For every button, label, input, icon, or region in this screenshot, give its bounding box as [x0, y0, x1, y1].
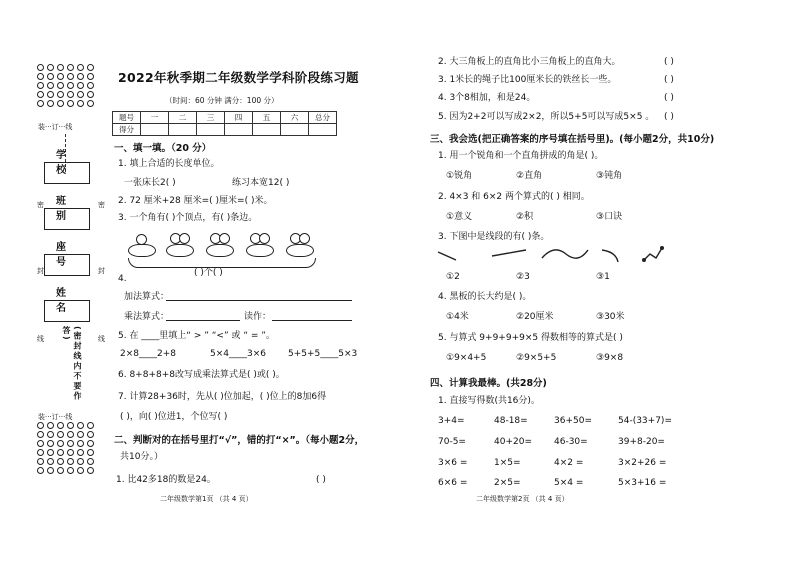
binding-hole [67, 73, 74, 80]
score-header-row [113, 112, 337, 124]
side-mark-4: 密 [98, 201, 105, 209]
binding-hole [47, 73, 54, 80]
section-2-heading: 二、判断对的在括号里打“√”，错的打“×”。（每小题2分， [114, 435, 365, 446]
judge-5-paren[interactable]: ( ) [664, 112, 674, 122]
question-5: 5. 在 ____里填上“ > ” “<” 或 “ = ”。 [118, 331, 275, 341]
side-mark-2: 封 [37, 267, 44, 275]
binding-hole [87, 458, 94, 465]
seat-field[interactable] [44, 254, 90, 276]
judge-1-paren[interactable]: ( ) [316, 475, 326, 485]
calc-item: 40+20= [494, 437, 532, 447]
score-input[interactable] [309, 124, 337, 136]
binding-hole [67, 422, 74, 429]
score-input[interactable] [253, 124, 281, 136]
binding-hole [87, 422, 94, 429]
binding-hole [67, 91, 74, 98]
binding-hole [67, 64, 74, 71]
binding-hole [57, 82, 64, 89]
question-1a: 一张床长2( ) [124, 178, 176, 188]
question-1b: 练习本宽12( ) [232, 178, 290, 188]
binding-hole [77, 100, 84, 107]
binding-hole [57, 422, 64, 429]
binding-hole [57, 431, 64, 438]
binding-hole [47, 458, 54, 465]
score-cell: 得分 [113, 124, 141, 136]
calc-item: 46-30= [554, 437, 588, 447]
class-field[interactable] [44, 208, 90, 230]
binding-hole [87, 64, 94, 71]
judge-5: 5. 因为2+2可以写成2×2，所以5+5可以写成5×5 。 [438, 112, 655, 122]
calc-item: 2×5= [494, 478, 521, 488]
binding-hole [47, 440, 54, 447]
binding-hole [37, 467, 44, 474]
judge-4: 4. 3个8相加，和是24。 [438, 93, 536, 103]
multiplication-answer-line[interactable] [166, 320, 240, 321]
binding-hole [57, 467, 64, 474]
binding-hole [87, 82, 94, 89]
binding-hole [57, 100, 64, 107]
question-3: 3. 一个角有( )个顶点，有( )条边。 [118, 213, 258, 223]
binding-hole [77, 449, 84, 456]
binding-hole [37, 64, 44, 71]
binding-hole [57, 449, 64, 456]
calc-item: 1×5= [494, 458, 521, 468]
choice-3-opt-3[interactable]: ③1 [596, 272, 610, 282]
score-value-row [113, 124, 337, 136]
multiplication-label: 乘法算式： [124, 312, 170, 322]
score-cell: 五 [253, 112, 281, 124]
binding-hole [77, 431, 84, 438]
hole-pattern-bottom [34, 422, 98, 474]
score-cell: 三 [197, 112, 225, 124]
choice-1-opt-1[interactable]: ①锐角 [446, 171, 473, 181]
calc-item: 36+50= [554, 416, 592, 426]
choice-2: 2. 4×3 和 6×2 两个算式的( ) 相同。 [438, 192, 590, 202]
binding-hole [47, 100, 54, 107]
section-4-heading: 四、计算我最棒。(共28分) [430, 378, 547, 389]
binding-hole [67, 100, 74, 107]
score-cell: 题号 [113, 112, 141, 124]
direct-calc-heading: 1. 直接写得数(共16分)。 [438, 396, 540, 406]
binding-hole [77, 440, 84, 447]
binding-hole [47, 431, 54, 438]
score-input[interactable] [225, 124, 253, 136]
side-mark-3: 线 [37, 335, 44, 343]
addition-label: 加法算式： [124, 292, 170, 302]
right-footer: 二年级数学第2页 （共 4 页） [476, 495, 569, 503]
question-4-number: 4. [118, 274, 127, 284]
calc-item: 5×4 = [554, 478, 584, 488]
score-cell: 一 [141, 112, 169, 124]
binding-hole [37, 73, 44, 80]
question-7-line-2: ( )，向( )位进1，个位写( ) [120, 412, 228, 422]
choice-4-opt-1[interactable]: ①4米 [446, 312, 469, 322]
judge-3: 3. 1米长的绳子比100厘米长的铁丝长一些。 [438, 75, 617, 85]
choice-5-opt-3[interactable]: ③9×8 [596, 353, 624, 363]
school-field[interactable] [44, 162, 90, 184]
binding-hole [57, 458, 64, 465]
binding-hole [47, 422, 54, 429]
section-3-heading: 三、我会选(把正确答案的序号填在括号里)。(每小题2分，共10分) [430, 134, 715, 145]
binding-hole [77, 73, 84, 80]
binding-hole [47, 467, 54, 474]
page-title: 2022年秋季期二年级数学学科阶段练习题 [118, 70, 359, 85]
binding-hole [67, 440, 74, 447]
score-cell: 总分 [309, 112, 337, 124]
choice-1: 1. 用一个锐角和一个直角拼成的角是( )。 [438, 151, 604, 161]
calc-item: 39+8-20= [618, 437, 665, 447]
calc-item: 5×3+16 = [618, 478, 667, 488]
seat-label: 座 号 [56, 242, 76, 268]
apple-caption: ( )个( ) [194, 268, 223, 278]
name-field[interactable] [44, 300, 90, 322]
calc-item: 70-5= [438, 437, 466, 447]
read-as-answer-line[interactable] [272, 320, 352, 321]
calc-item: 48-18= [494, 416, 528, 426]
binding-hole [77, 91, 84, 98]
binding-hole [67, 82, 74, 89]
binding-hole [57, 440, 64, 447]
binding-hole [37, 431, 44, 438]
binding-hole [77, 64, 84, 71]
binding-hole [87, 467, 94, 474]
calc-item: 54-(33+7)= [618, 416, 672, 426]
choice-4-opt-3[interactable]: ③30米 [596, 312, 625, 322]
binding-hole [47, 64, 54, 71]
school-label: 学 校 [56, 150, 76, 176]
binding-hole [37, 440, 44, 447]
choice-2-opt-1[interactable]: ①意义 [446, 212, 473, 222]
binding-hole [37, 458, 44, 465]
hole-pattern-top [34, 64, 98, 107]
judge-2-paren[interactable]: ( ) [664, 57, 674, 67]
choice-1-opt-3[interactable]: ③钝角 [596, 171, 623, 181]
binding-hole [47, 82, 54, 89]
binding-hole [37, 449, 44, 456]
judge-4-paren[interactable]: ( ) [664, 93, 674, 103]
binding-hole [67, 431, 74, 438]
apple-plates-illustration [118, 228, 348, 282]
compare-item-2: 5×4____3×6 [210, 349, 266, 359]
binding-hole [47, 91, 54, 98]
left-footer: 二年级数学第1页 （共 4 页） [160, 495, 253, 503]
addition-answer-line[interactable] [166, 300, 352, 301]
calc-item: 4×2 = [554, 458, 584, 468]
judge-2: 2. 大三角板上的直角比小三角板上的直角大。 [438, 57, 621, 67]
binding-hole [57, 64, 64, 71]
score-table [112, 111, 337, 136]
choice-3: 3. 下图中是线段的有( )条。 [438, 232, 550, 242]
side-mark-6: 线 [98, 335, 105, 343]
section-1-heading: 一、填一填。（20 分） [114, 143, 212, 154]
choice-5-opt-1[interactable]: ①9×4+5 [446, 353, 487, 363]
compare-item-1: 2×8____2+8 [120, 349, 176, 359]
question-2: 2. 72 厘米+28 厘米=( )厘米=( )米。 [118, 196, 273, 206]
side-mark-5: 封 [98, 267, 105, 275]
binding-hole [77, 458, 84, 465]
score-cell: 四 [225, 112, 253, 124]
side-mark-1: 密 [37, 201, 44, 209]
binding-hole [87, 91, 94, 98]
binding-hole [87, 431, 94, 438]
binding-hole [67, 449, 74, 456]
question-7-line-1: 7. 计算28+36时，先从( )位加起，( )位上的8加6得 [118, 392, 327, 402]
choice-1-opt-2[interactable]: ②直角 [516, 171, 543, 181]
binding-warning: (密封线内不要作答) [62, 326, 82, 402]
binding-hole [47, 449, 54, 456]
judge-1: 1. 比42多18的数是24。 [116, 475, 216, 485]
score-cell: 六 [281, 112, 309, 124]
binding-hole [37, 82, 44, 89]
judge-3-paren[interactable]: ( ) [664, 75, 674, 85]
binding-hole [87, 440, 94, 447]
choice-5-opt-2[interactable]: ②9×5+5 [516, 353, 557, 363]
choice-4: 4. 黑板的长大约是( )。 [438, 292, 532, 302]
binding-hole [57, 73, 64, 80]
calc-item: 3+4= [438, 416, 465, 426]
name-label: 姓 名 [56, 288, 76, 314]
score-input[interactable] [169, 124, 197, 136]
choice-2-opt-2[interactable]: ②积 [516, 212, 534, 222]
binding-hole [37, 100, 44, 107]
calc-item: 3×2+26 = [618, 458, 667, 468]
question-6: 6. 8+8+8+8改写成乘法算式是( )或( )。 [118, 370, 285, 380]
binding-hole [77, 467, 84, 474]
binding-hole [67, 458, 74, 465]
choice-2-opt-3[interactable]: ③口诀 [596, 212, 623, 222]
read-as-label: 读作： [244, 312, 272, 322]
calc-item: 3×6 = [438, 458, 468, 468]
section-2-heading-cont: 共10分。） [120, 452, 163, 462]
binding-hole [37, 422, 44, 429]
binding-line-upper: 装···订···线 [38, 123, 73, 131]
binding-hole [87, 73, 94, 80]
score-input[interactable] [197, 124, 225, 136]
class-label: 班 别 [56, 196, 76, 222]
question-1: 1. 填上合适的长度单位。 [118, 159, 220, 169]
choice-3-opt-2[interactable]: ②3 [516, 272, 530, 282]
binding-hole [87, 100, 94, 107]
binding-hole [67, 467, 74, 474]
binding-hole [37, 91, 44, 98]
binding-hole [77, 82, 84, 89]
calc-item: 6×6 = [438, 478, 468, 488]
compare-item-3: 5+5+5____5×3 [288, 349, 358, 359]
time-score: （时间：60 分钟 满分：100 分） [165, 96, 279, 105]
choice-5: 5. 与算式 9+9+9+9×5 得数相等的算式是( ) [438, 333, 623, 343]
choice-3-opt-1[interactable]: ①2 [446, 272, 460, 282]
score-cell: 二 [169, 112, 197, 124]
binding-hole [77, 422, 84, 429]
score-input[interactable] [141, 124, 169, 136]
score-input[interactable] [281, 124, 309, 136]
binding-hole [87, 449, 94, 456]
line-figures [430, 242, 670, 268]
choice-4-opt-2[interactable]: ②20厘米 [516, 312, 554, 322]
binding-hole [57, 91, 64, 98]
binding-line-lower: 装···订···线 [38, 413, 73, 421]
